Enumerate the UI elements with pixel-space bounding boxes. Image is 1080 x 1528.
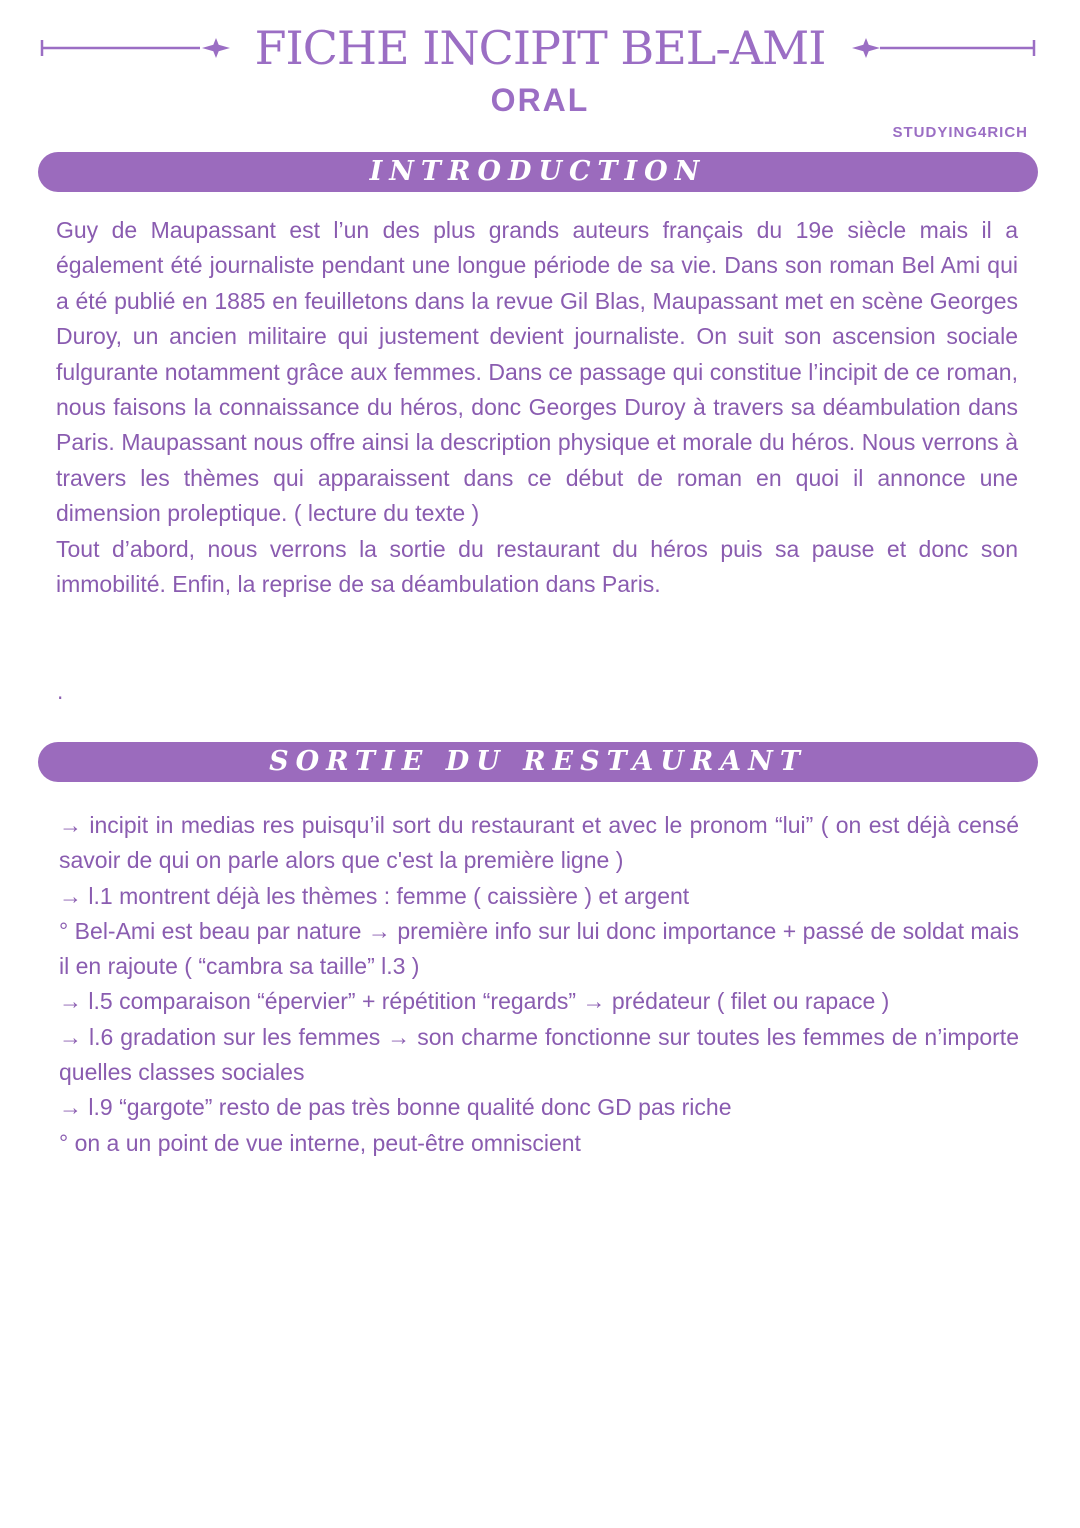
note-item: → incipit in medias res puisqu’il sort du restaurant et avec le pronom “lui” ( on est déjà censé savoir de qui on parle alors que c'est la première ligne ) — [59, 812, 1019, 874]
note-item: → l.5 comparaison “épervier” + répétition “regards” → prédateur ( filet ou rapace ) — [59, 988, 890, 1015]
page-title: FICHE INCIPIT BEL-AMI — [254, 21, 826, 75]
note-item: ° Bel-Ami est beau par nature → première info sur lui donc importance + passé de soldat mais il en rajoute ( “cambra sa taille” l.3 ) — [59, 917, 1019, 980]
section-heading-introduction: INTRODUCTION — [369, 156, 707, 187]
brand-signature: STUDYING4RICH — [892, 124, 1028, 141]
note-item: → l.1 montrent déjà les thèmes : femme ( caissière ) et argent — [59, 882, 690, 909]
section-heading-sortie: SORTIE DU RESTAURANT — [269, 746, 807, 777]
note-item: ° on a un point de vue interne, peut-être omniscient — [59, 1129, 581, 1156]
introduction-paragraph: Tout d’abord, nous verrons la sortie du restaurant du héros puis sa pause et donc son immobilité. Enfin, la reprise de sa déambulation dans Paris. — [56, 535, 1018, 598]
stray-mark: . — [57, 680, 64, 704]
section-banner-introduction — [38, 152, 1038, 192]
introduction-paragraph: Guy de Maupassant est l’un des plus grands auteurs français du 19e siècle mais il a également été journaliste pendant une longue période de sa vie. Dans son roman Bel Ami qui a été publié en 1885 en feuilletons dans la revue Gil Blas, Maupassant met en scène Georges Duroy, un ancien militaire qui justement devient journaliste. On suit son ascension sociale fulgurante notamment grâce aux femmes. Dans ce passage qui constitue l’incipit de ce roman, nous faisons la connaissance du héros, donc Georges Duroy à travers sa déambulation dans Paris. Maupassant nous offre ainsi la description physique et morale du héros. Nous verrons à travers les thèmes qui apparaissent dans ce début de roman en quoi il annonce une dimension proleptique. ( lecture du texte ) — [56, 217, 1018, 527]
section-banner-sortie — [38, 742, 1038, 782]
sortie-notes — [59, 808, 1019, 1161]
note-item: → l.9 “gargote” resto de pas très bonne qualité donc GD pas riche — [59, 1094, 732, 1121]
page-subtitle: ORAL — [490, 82, 590, 118]
introduction-body — [56, 213, 1018, 602]
note-item: → l.6 gradation sur les femmes → son charme fonctionne sur toutes les femmes de n’importe quelles classes sociales — [59, 1023, 1019, 1086]
